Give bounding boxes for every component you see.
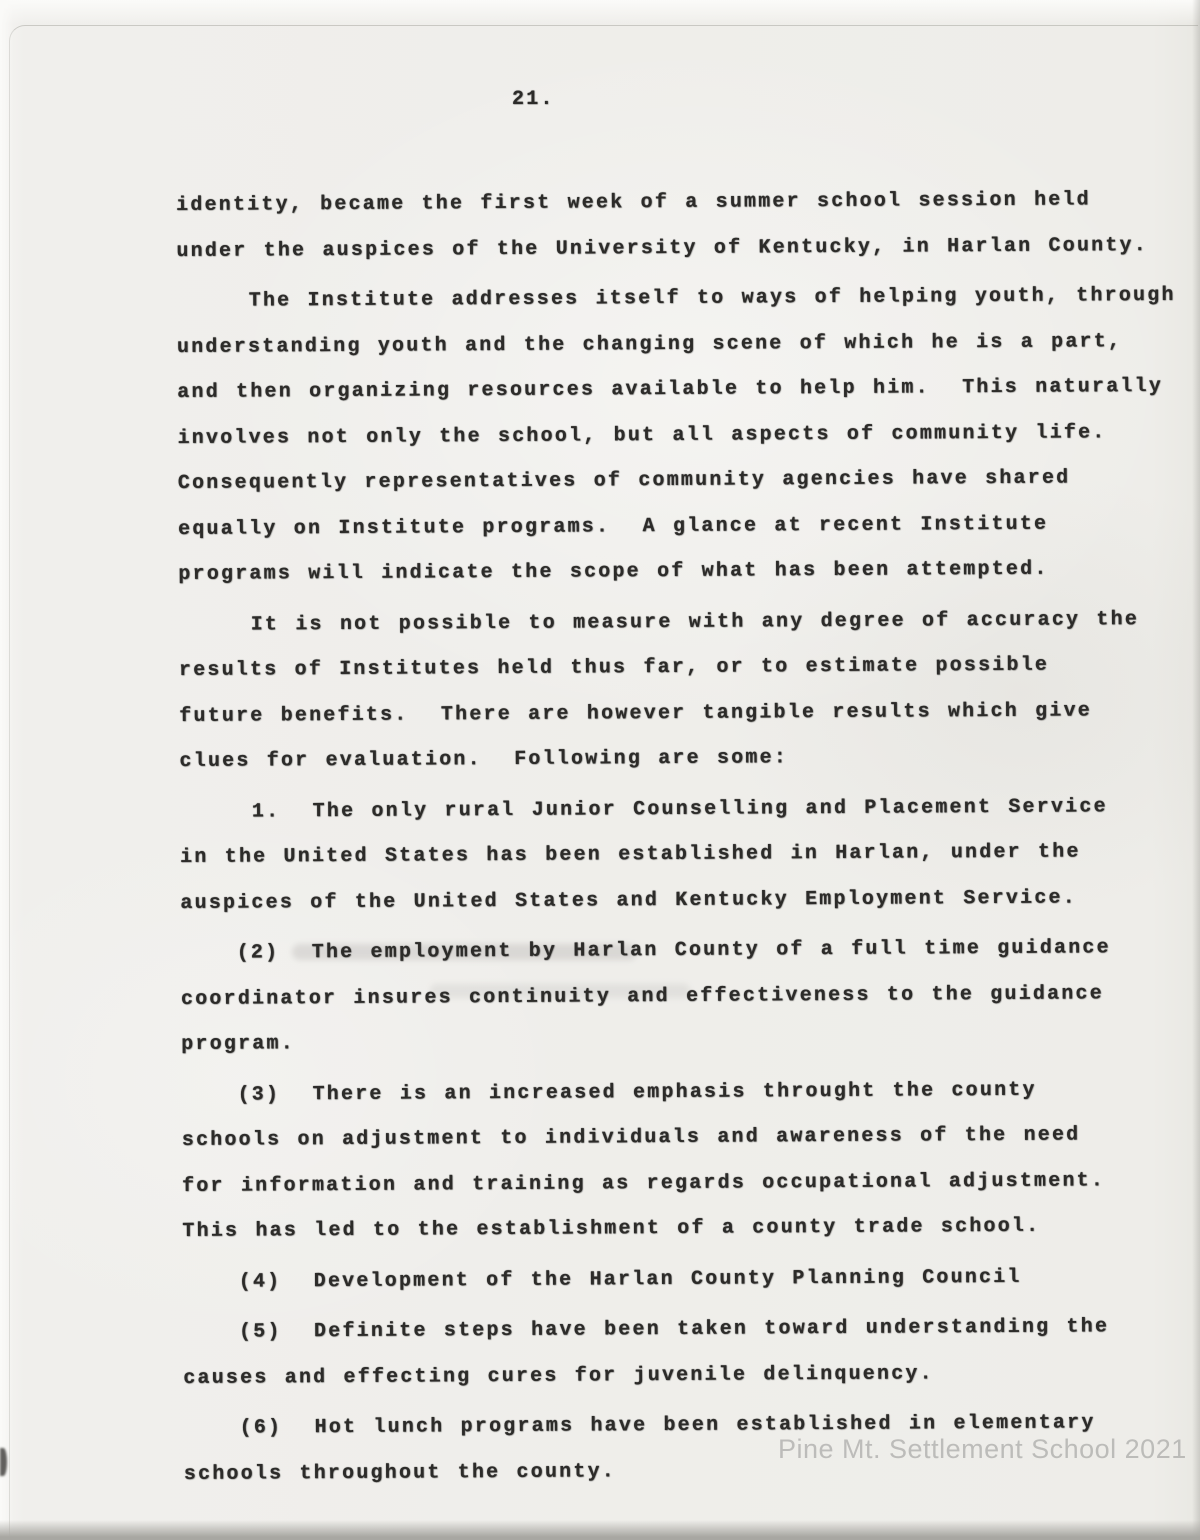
text-line: programs will indicate the scope of what has been attempted. bbox=[178, 557, 1049, 586]
list-item-1 bbox=[180, 783, 1181, 926]
archive-watermark: Pine Mt. Settlement School 2021 bbox=[778, 1434, 1187, 1464]
text-line: future benefits. There are however tangible results which give bbox=[179, 698, 1093, 728]
text-line: program. bbox=[181, 1032, 295, 1056]
text-line: in the United States has been established in Harlan, under the bbox=[180, 840, 1081, 869]
text-line: It is not possible to measure with any degree of accuracy the bbox=[250, 607, 1140, 637]
text-line: (5) Definite steps have been taken toward understanding the bbox=[238, 1315, 1110, 1344]
list-item-5 bbox=[183, 1304, 1184, 1401]
text-line: under the auspices of the University of Kentucky, in Harlan County. bbox=[176, 233, 1148, 263]
scan-edge-bottom bbox=[0, 1520, 1200, 1540]
text-line: (2) The employment by Harlan County of a full time guidance bbox=[236, 936, 1111, 965]
text-line: equally on Institute programs. A glance at recent Institute bbox=[178, 512, 1049, 541]
text-line: involves not only the school, but all aspects of community life. bbox=[177, 420, 1107, 450]
list-item-3 bbox=[181, 1066, 1182, 1254]
text-line: The Institute addresses itself to ways of helping youth, through bbox=[248, 283, 1176, 313]
text-line: (3) There is an increased emphasis throught the county bbox=[237, 1078, 1037, 1107]
text-line: understanding youth and the changing scene of which he is a part, bbox=[176, 329, 1123, 359]
paragraph-continued bbox=[176, 177, 1177, 274]
list-item-2 bbox=[181, 925, 1182, 1068]
text-line: coordinator insures continuity and effectiveness to the guidance bbox=[180, 981, 1104, 1011]
typewritten-text-block bbox=[176, 177, 1184, 1497]
scan-artifact-fleck bbox=[0, 1448, 7, 1476]
scan-edge-top bbox=[0, 0, 1200, 24]
list-item-4 bbox=[183, 1253, 1183, 1305]
text-line: schools throughout the county. bbox=[183, 1459, 617, 1486]
text-line: (4) Development of the Harlan County Planning Council bbox=[238, 1265, 1022, 1294]
text-line: for information and training as regards occupational adjustment. bbox=[182, 1168, 1106, 1198]
paragraph-evaluation bbox=[179, 596, 1180, 784]
text-line: identity, became the first week of a summer school session held bbox=[176, 188, 1091, 217]
text-line: results of Institutes held thus far, or to estimate possible bbox=[178, 653, 1050, 682]
text-line: and then organizing resources available to help him. This naturally bbox=[177, 374, 1164, 404]
text-line: clues for evaluation. Following are some: bbox=[179, 746, 789, 773]
text-line: 1. The only rural Junior Counselling and Placement Service bbox=[251, 794, 1108, 824]
text-line: auspices of the United States and Kentucky Employment Service. bbox=[180, 886, 1077, 915]
text-line: (6) Hot lunch programs have been established in elementary bbox=[239, 1411, 1096, 1440]
text-line: schools on adjustment to individuals and awareness of the need bbox=[181, 1123, 1081, 1152]
text-line: Consequently representatives of community agencies have shared bbox=[177, 466, 1071, 495]
page-number: 21. bbox=[512, 88, 555, 111]
text-line: causes and effecting cures for juvenile delinquency. bbox=[183, 1361, 934, 1390]
text-line: This has led to the establishment of a county trade school. bbox=[182, 1214, 1041, 1243]
paragraph-institute bbox=[177, 273, 1179, 598]
